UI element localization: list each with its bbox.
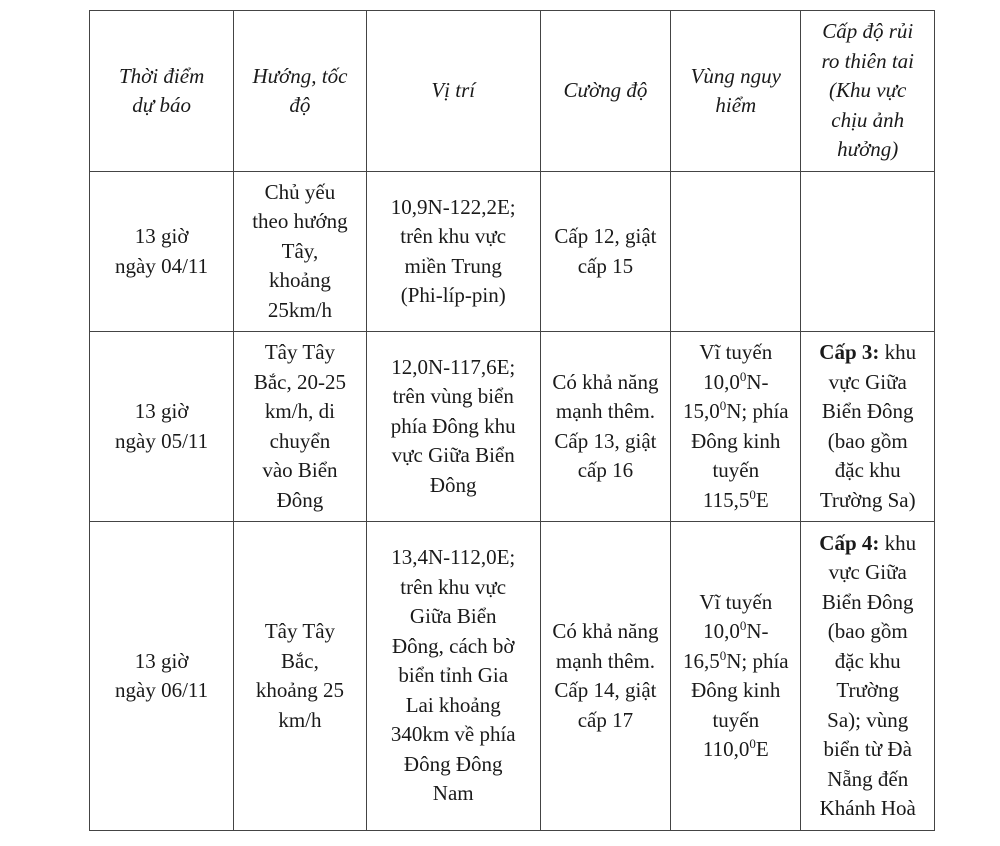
cell-text-line: đặc khu xyxy=(834,648,901,673)
cell-text-line: km/h, di xyxy=(264,399,335,423)
cell-text-line: 13 giờ xyxy=(134,224,189,248)
cell-text-line: Trường Sa) xyxy=(819,487,916,512)
cell-position xyxy=(366,172,540,332)
header-intensity xyxy=(540,11,670,172)
cell-direction-speed xyxy=(234,522,366,831)
cell-text-line: chịu ảnh xyxy=(831,107,905,132)
cell-text-line: Vùng nguy xyxy=(690,63,781,88)
cell-intensity xyxy=(540,172,670,332)
cell-text-line: Cấp 14, giật xyxy=(554,678,657,702)
cell-text-line: biển từ Đà xyxy=(823,737,912,761)
cell-text-line: Đông kinh xyxy=(691,678,781,702)
cell-text-line: hưởng) xyxy=(837,137,899,162)
cell-text-line: ngày 06/11 xyxy=(115,678,209,702)
cell-text-line: hiểm xyxy=(715,93,757,117)
cell-text-line: 13,4N-112,0E; xyxy=(391,545,516,570)
risk-area-text: khu xyxy=(879,530,917,555)
cell-text-line: mạnh thêm. xyxy=(555,399,656,423)
cell-text-line: trên vùng biển xyxy=(392,384,514,409)
table-row xyxy=(90,172,935,332)
cell-text-line: Thời điểm xyxy=(118,63,205,88)
risk-level-label: Cấp 4: xyxy=(819,530,880,555)
cell-text-line: 10,0$^0$N- xyxy=(703,368,769,394)
cell-text-line: Đông Đông xyxy=(403,751,503,776)
cell-text-line: trên khu vực xyxy=(400,224,507,248)
risk-area-text: khu xyxy=(879,340,917,364)
cell-text-line: Trường xyxy=(836,678,899,702)
cell-text-line: 110,0$^0$E xyxy=(702,736,769,761)
cell-text-line: Chủ yếu xyxy=(264,179,336,204)
cell-text-line: Vĩ tuyến xyxy=(699,589,773,614)
cell-text-line: Có khả năng xyxy=(552,619,659,643)
cell-text-line: (bao gồm xyxy=(827,428,908,453)
cell-intensity xyxy=(540,522,670,831)
cell-text-line: 15,0$^0$N; phía xyxy=(682,398,789,423)
cell-risk-level xyxy=(801,332,935,522)
header-direction-speed xyxy=(234,11,366,172)
cell-text-line: (bao gồm xyxy=(827,619,908,643)
cell-text-line: ngày 04/11 xyxy=(115,253,209,278)
cell-text-line: phía Đông khu xyxy=(390,413,516,438)
table-row xyxy=(90,332,935,522)
cell-text-line: 16,5$^0$N; phía xyxy=(682,647,789,673)
cell-text-line: 13 giờ xyxy=(134,399,189,423)
cell-text-line: dự báo xyxy=(132,93,191,117)
cell-text-line: Biển Đông xyxy=(821,399,914,423)
cell-text-line: theo hướng xyxy=(252,209,348,234)
cell-text-line: Nam xyxy=(432,781,474,806)
cell-text-line: Đông xyxy=(429,472,477,497)
cell-text-line: Bắc, xyxy=(280,648,319,673)
cell-text-line: vào Biển xyxy=(262,458,338,482)
cell-forecast-time xyxy=(90,172,234,332)
cell-text-line: miền Trung xyxy=(404,253,502,278)
cell-text-line: (Khu vực xyxy=(829,78,907,103)
cell-text-line: Nẵng đến xyxy=(827,766,909,791)
cell-text-line: vực Giữa xyxy=(828,369,907,394)
cell-text-line: cấp 15 xyxy=(577,253,634,278)
cell-text-line: Bắc, 20-25 xyxy=(253,369,346,394)
cell-direction-speed xyxy=(234,332,366,522)
cell-text-line: Lai khoảng xyxy=(405,692,501,717)
cell-text-line: tuyến xyxy=(712,458,760,482)
cell-text-line: 12,0N-117,6E; xyxy=(391,354,516,379)
cell-forecast-time xyxy=(90,522,234,831)
cell-text-line: 340km về phía xyxy=(390,722,516,747)
cell-text-line: Biển Đông xyxy=(821,589,914,614)
storm-forecast-table xyxy=(89,10,935,831)
cell-text-line: Khánh Hoà xyxy=(819,796,916,820)
cell-text-line: 25km/h xyxy=(267,297,333,322)
table-header-row xyxy=(90,11,935,172)
cell-text-line: 115,5$^0$E xyxy=(702,486,769,512)
cell-danger-zone xyxy=(671,332,801,522)
cell-text-line: ro thiên tai xyxy=(821,48,914,73)
cell-text-line: biển tỉnh Gia xyxy=(398,663,509,688)
cell-text-line: Có khả năng xyxy=(552,369,659,394)
cell-direction-speed xyxy=(234,172,366,332)
cell-text-line: ngày 05/11 xyxy=(115,428,209,453)
cell-danger-zone xyxy=(671,172,801,332)
cell-text-line: Tây Tây xyxy=(264,340,336,364)
header-disaster-risk-level xyxy=(801,11,935,172)
header-forecast-time xyxy=(90,11,234,172)
cell-text-line: chuyển xyxy=(269,428,331,453)
cell-text-line: trên khu vực xyxy=(400,574,507,599)
cell-text-line: km/h xyxy=(278,707,322,732)
cell-text-line: tuyến xyxy=(712,707,760,732)
table-row xyxy=(90,522,935,831)
cell-position xyxy=(366,522,540,831)
cell-text-line: Sa); vùng xyxy=(827,707,909,732)
cell-risk-level xyxy=(801,172,935,332)
cell-text-line: 10,0$^0$N- xyxy=(703,618,769,643)
cell-text-line: Tây, xyxy=(281,238,319,263)
cell-text-line: 10,9N-122,2E; xyxy=(390,194,516,219)
cell-position xyxy=(366,332,540,522)
cell-text-line: Cấp độ rủi xyxy=(822,19,914,44)
cell-text-line: Đông kinh xyxy=(691,428,781,453)
cell-text-line: đặc khu xyxy=(834,458,901,482)
cell-text-line: vực Giữa Biển xyxy=(391,443,515,468)
cell-risk-level xyxy=(801,522,935,831)
cell-danger-zone xyxy=(671,522,801,831)
cell-text-line: Vị trí xyxy=(431,78,476,103)
cell-intensity xyxy=(540,332,670,522)
risk-level-label: Cấp 3: xyxy=(819,340,880,364)
cell-text-line: khoảng xyxy=(269,268,331,293)
cell-text-line: Đông xyxy=(276,487,324,512)
cell-text-line: Hướng, tốc xyxy=(252,63,348,88)
cell-text-line: Giữa Biển xyxy=(409,604,497,629)
cell-text-line: 13 giờ xyxy=(134,648,189,673)
cell-text-line xyxy=(805,338,930,368)
cell-text-line: Đông, cách bờ xyxy=(391,633,515,658)
cell-text-line: khoảng 25 xyxy=(255,678,344,702)
cell-text-line: Cường độ xyxy=(563,78,648,103)
header-danger-zone xyxy=(671,11,801,172)
cell-text-line: (Phi-líp-pin) xyxy=(400,283,506,307)
cell-text-line: độ xyxy=(289,93,311,117)
cell-text-line: mạnh thêm. xyxy=(555,648,656,673)
cell-text-line: cấp 17 xyxy=(577,707,634,732)
cell-text-line xyxy=(805,529,930,559)
cell-text-line: vực Giữa xyxy=(828,560,907,584)
cell-text-line: Cấp 13, giật xyxy=(554,428,657,453)
header-position xyxy=(366,11,540,172)
cell-text-line: Cấp 12, giật xyxy=(554,224,657,248)
cell-forecast-time xyxy=(90,332,234,522)
cell-text-line: cấp 16 xyxy=(577,458,634,482)
cell-text-line: Vĩ tuyến xyxy=(699,340,773,364)
cell-text-line: Tây Tây xyxy=(264,619,336,643)
